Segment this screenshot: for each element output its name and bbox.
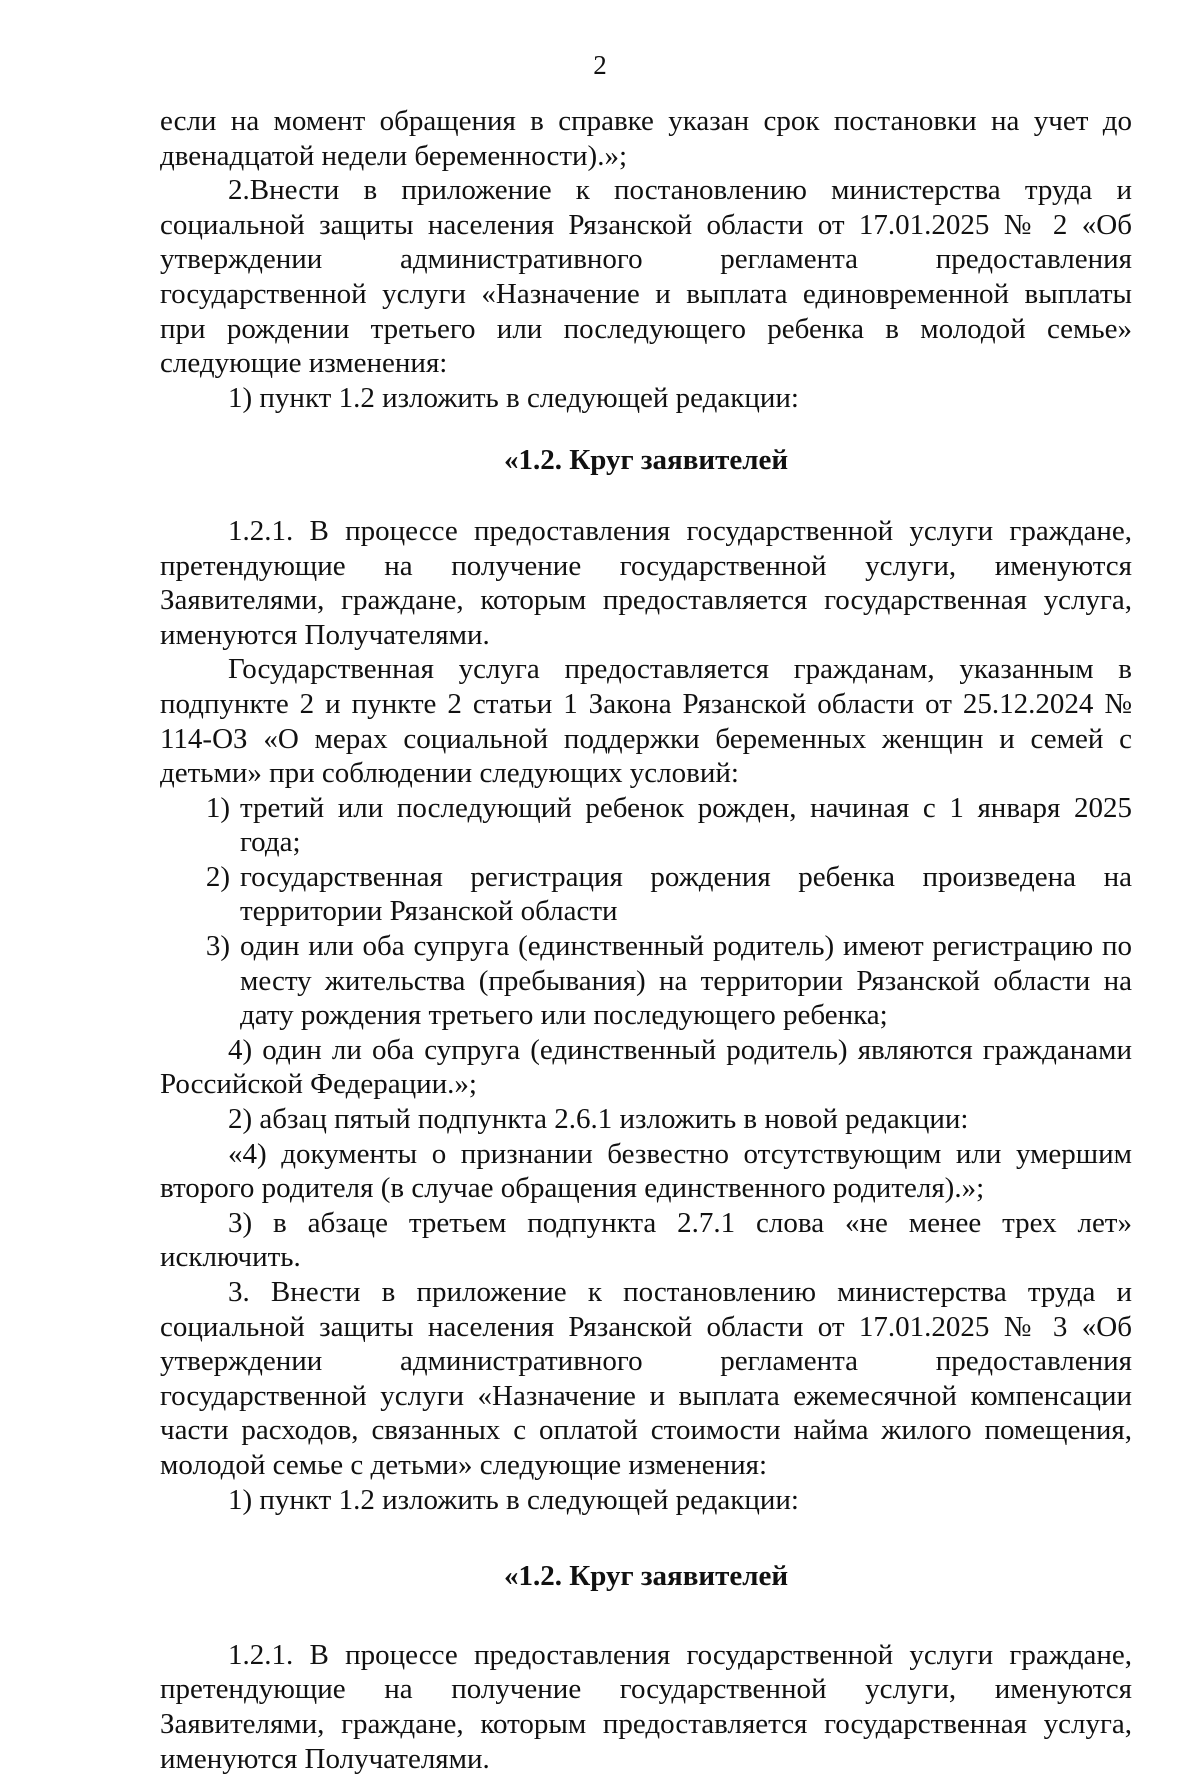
list-item (160, 929, 1132, 1033)
paragraph-subitem-1: 1) пункт 1.2 изложить в следующей редакции: (228, 381, 799, 414)
paragraph-quoted-item-4: «4) документы о признании безвестно отсутствующим или умершим второго родителя (в случае обращения единственного родителя).»; (160, 1137, 1132, 1205)
paragraph-subitem-1-second: 1) пункт 1.2 изложить в следующей редакции: (228, 1483, 799, 1516)
paragraph-state-service-provided: Государственная услуга предоставляется гражданам, указанным в подпункте 2 и пункте 2 статьи 1 Закона Рязанской области от 25.12.2024 № 114-ОЗ «О мерах социальной поддержки беременных женщин и семей с детьми» при соблюдении следующих условий: (160, 653, 1132, 790)
list-item-text: один или оба супруга (единственный родитель) имеют регистрацию по месту жительства (пребывания) на территории Рязанской области на дату рождения третьего или последующего ребенка; (240, 930, 1132, 1032)
page-number: 2 (593, 50, 607, 80)
list-item (160, 791, 1132, 860)
paragraph-1-2-1-first: 1.2.1. В процессе предоставления государственной услуги граждане, претендующие на получение государственной услуги, именуются Заявителями, граждане, которым предоставляется государственная услуга, именуются Получателями. (160, 514, 1132, 651)
list-item-text: государственная регистрация рождения ребенка произведена на территории Рязанской области (240, 860, 1132, 928)
list-item-number: 3) (205, 930, 230, 963)
paragraph-subitem-3: 3) в абзаце третьем подпункта 2.7.1 слова «не менее трех лет» исключить. (160, 1206, 1132, 1274)
paragraph-list-item-4: 4) один ли оба супруга (единственный родитель) являются гражданами Российской Федерации.»; (160, 1033, 1132, 1101)
document-body (160, 104, 1132, 1776)
list-item-number: 2) (205, 860, 230, 893)
list-item (160, 860, 1132, 929)
section-heading-applicants-2: «1.2. Круг заявителей (503, 1560, 789, 1593)
list-item-number: 1) (205, 791, 230, 824)
paragraph-1-2-1-second: 1.2.1. В процессе предоставления государственной услуги граждане, претендующие на получение государственной услуги, именуются Заявителями, граждане, которым предоставляется государственная услуга, именуются Получателями. (160, 1638, 1132, 1775)
section-heading-applicants-1: «1.2. Круг заявителей (503, 444, 789, 477)
paragraph-item-2: 2.Внести в приложение к постановлению министерства труда и социальной защиты населения Рязанской области от 17.01.2025 № 2 «Об утверждении административного регламента предоставления государственной услуги «Назначение и выплата единовременной выплаты при рождении третьего или последующего ребенка в молодой семье» следующие изменения: (160, 174, 1132, 380)
paragraph-item-3: 3. Внести в приложение к постановлению министерства труда и социальной защиты населения Рязанской области от 17.01.2025 № 3 «Об утверждении административного регламента предоставления государственной услуги «Назначение и выплата ежемесячной компенсации части расходов, связанных с оплатой стоимости найма жилого помещения, молодой семье с детьми» следующие изменения: (160, 1276, 1132, 1481)
paragraph-continuation: если на момент обращения в справке указан срок постановки на учет до двенадцатой недели беременности).»; (160, 105, 1132, 172)
paragraph-subitem-2: 2) абзац пятый подпункта 2.6.1 изложить в новой редакции: (228, 1103, 969, 1136)
list-item-text: третий или последующий ребенок рожден, начиная с 1 января 2025 года; (240, 791, 1132, 859)
